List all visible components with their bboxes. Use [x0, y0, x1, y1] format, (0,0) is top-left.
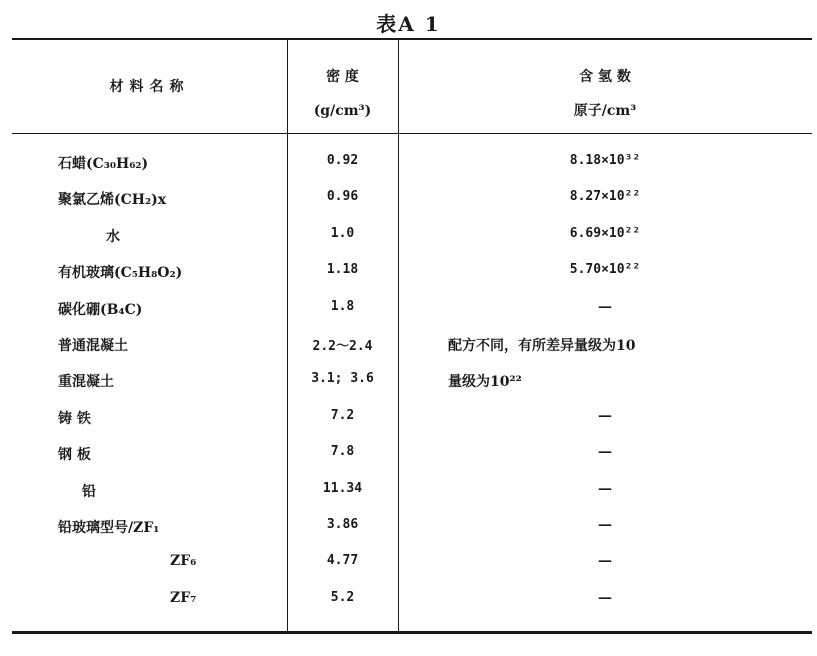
table-row: [12, 218, 812, 254]
material-name: 聚氯乙烯(CH₂)x: [58, 192, 167, 209]
header-rule: [12, 133, 812, 134]
material-name: 钢 板: [58, 447, 91, 464]
hydrogen-value: —: [598, 444, 612, 461]
density-value: 7.8: [330, 444, 355, 460]
density-value: 1.8: [330, 298, 355, 314]
bottom-rule: [12, 631, 812, 634]
material-name: 铅玻璃型号/ZF₁: [58, 519, 160, 536]
table-row: [12, 291, 812, 327]
material-name: 水: [106, 228, 120, 245]
density-value: 0.96: [326, 189, 359, 205]
hydrogen-value: —: [598, 589, 612, 606]
hydrogen-value: 8.18×10³²: [569, 153, 641, 168]
table-row: [12, 509, 812, 545]
hydrogen-value: —: [598, 480, 612, 497]
density-value: 2.2～2.4: [312, 338, 373, 354]
material-name: 石蜡(C₃₀H₆₂): [58, 156, 149, 172]
density-value: 11.34: [322, 480, 363, 496]
header-density: [287, 60, 398, 128]
density-value: 3.1; 3.6: [311, 371, 374, 387]
material-name: 有机玻璃(C₅H₈O₂): [58, 265, 183, 282]
density-value: 1.0: [330, 225, 355, 241]
table-row: [12, 145, 812, 181]
table-row: [12, 473, 812, 509]
header-density-unit: (g/cm³): [313, 103, 372, 119]
table-title: 表A 1: [376, 12, 441, 36]
density-value: 1.18: [326, 262, 359, 278]
table-row: [12, 363, 812, 399]
table-row: [12, 327, 812, 363]
header-density-label: 密 度: [326, 69, 359, 85]
header-hydrogen: [398, 60, 812, 128]
hydrogen-value: 5.70×10²²: [569, 262, 641, 278]
table-row: [12, 181, 812, 217]
material-name: 铸 铁: [58, 410, 91, 427]
density-value: 5.2: [330, 589, 355, 605]
hydrogen-value: 配方不同，有所差异量级为10: [448, 337, 636, 354]
header-material-name: 材料名称: [109, 79, 190, 95]
hydrogen-value: —: [598, 407, 612, 424]
material-name: 铅: [82, 483, 96, 500]
table-row: [12, 436, 812, 472]
material-name: ZF₆: [170, 553, 197, 570]
table-row: [12, 400, 812, 436]
hydrogen-value: 8.27×10²²: [569, 189, 641, 205]
table-row: [12, 582, 812, 618]
hydrogen-value: —: [598, 516, 612, 533]
material-name: 重混凝土: [58, 374, 114, 391]
hydrogen-value: 6.69×10²²: [569, 225, 641, 241]
material-name: 碳化硼(B₄C): [58, 301, 143, 318]
material-name: 普通混凝土: [58, 337, 128, 354]
density-value: 0.92: [326, 153, 359, 168]
table-row: [12, 545, 812, 581]
table-body: [12, 145, 812, 618]
hydrogen-value: —: [598, 553, 612, 570]
table-row: [12, 254, 812, 290]
hydrogen-value: —: [598, 298, 612, 315]
density-value: 3.86: [326, 516, 359, 532]
header-hydrogen-label: 含 氢 数: [579, 69, 631, 85]
top-rule: [12, 38, 812, 40]
density-value: 7.2: [330, 407, 355, 423]
material-name: ZF₇: [170, 589, 197, 606]
header-hydrogen-unit: 原子/cm³: [573, 103, 637, 119]
hydrogen-value: 量级为10²²: [448, 374, 522, 391]
density-value: 4.77: [326, 553, 359, 569]
